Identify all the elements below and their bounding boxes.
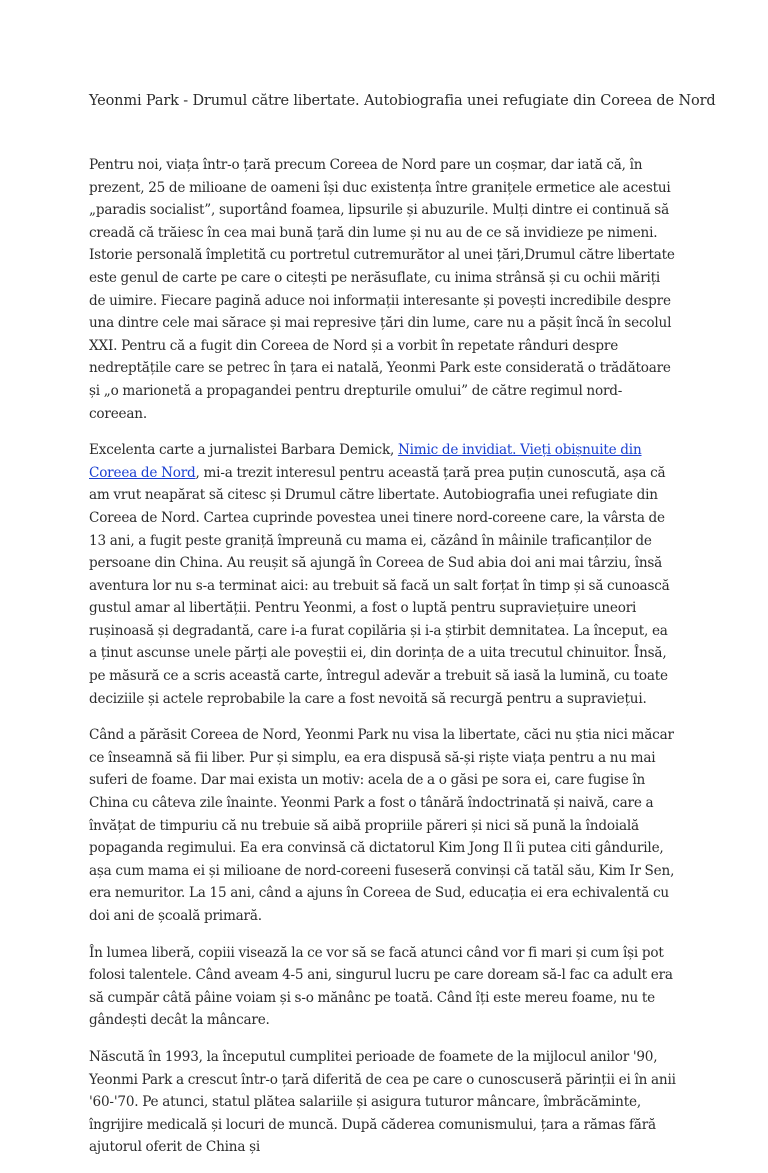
paragraph-born-1993: Născută în 1993, la începutul cumplitei perioade de foamete de la mijlocul anilor '90, Yeonmi Park a crescut într-o țară diferită de cea pe care o cunoscuseră părinții ei în anii '60-'70. Pe atunci, statul plătea salariile și asigura tuturor mâncare, îmbrăcăminte, îngrijire medicală și locuri de muncă. După căderea comunismului, țara a rămas fără ajutorul oferit de China și [89, 1048, 676, 1156]
document-title: Yeonmi Park - Drumul către libertate. Autobiografia unei refugiate din Coreea de Nord [89, 93, 716, 109]
paragraph-demick-lead: Excelenta carte a jurnalistei Barbara Demick, [89, 442, 398, 459]
paragraph-demick-body: , mi-a trezit interesul pentru această țară prea puțin cunoscută, așa că am vrut neapărat să citesc și Drumul către libertate. Autobiografia unei refugiate din Coreea de Nord. Cartea cuprinde povestea unei tinere nord-coreene care, la vârsta de 13 ani, a fugit peste graniță împreună cu mama ei, căzând în mâinile traficanților de persoane din China. Au reușit să ajungă în Coreea de Sud abia doi ani mai târziu, însă aventura lor nu s-a terminat aici: au trebuit să facă un salt forțat în timp și să cunoască gustul amar al libertății. Pentru Yeonmi, a fost o luptă pentru supraviețuire uneori rușinoasă și degradantă, care i-a furat copilăria și i-a știrbit demnitatea. La început, ea a ținut ascunse unele părți ale poveștii ei, din dorința de a uita trecutul chinuitor. Însă, pe măsură ce a scris această carte, întregul adevăr a trebuit să iasă la lumină, cu toate deciziile și actele reprobabile la care a fost nevoită să recurgă pentru a supraviețui. [89, 464, 670, 707]
paragraph-intro: Pentru noi, viața într-o țară precum Coreea de Nord pare un coșmar, dar iată că, în prezent, 25 de milioane de oameni își duc existența între granițele ermetice ale acestui „paradis socialist”, suportând foamea, lipsurile și abuzurile. Mulți dintre ei continuă să creadă că trăiesc în cea mai bună țară din lume și nu au de ce să invidieze pe nimeni. Istorie personală împletită cu portretul cutremurător al unei țări,Drumul către libertate este genul de carte pe care o citești pe nerăsuflate, cu inima strânsă și cu ochii măriți de uimire. Fiecare pagină aduce noi informații interesante și povești incredibile despre una dintre cele mai sărace și mai represive țări din lume, care nu a pășit încă în secolul XXI. Pentru că a fugit din Coreea de Nord și a vorbit în repetate rânduri despre nedreptățile care se petrec în țara ei natală, Yeonmi Park este considerată o trădătoare și „o marionetă a propagandei pentru drepturile omului” de către regimul nord-coreean. [89, 157, 675, 422]
paragraph-free-world: În lumea liberă, copiii visează la ce vor să se facă atunci când vor fi mari și cum își pot folosi talentele. Când aveam 4-5 ani, singurul lucru pe care doream să-l fac ca adult era să cumpăr câtă pâine voiam și s-o mănânc pe toată. Când îți este mereu foame, nu te gândești decât la mâncare. [89, 944, 673, 1029]
document-page [89, 90, 716, 1173]
paragraph-demick [89, 439, 679, 710]
paragraph-escape: Când a părăsit Coreea de Nord, Yeonmi Park nu visa la libertate, căci nu știa nici măcar ce înseamnă să fii liber. Pur și simplu, ea era dispusă să-și riște viața pentru a nu mai suferi de foame. Dar mai exista un motiv: acela de a o găsi pe sora ei, care fugise în China cu câteva zile înainte. Yeonmi Park a fost o tânără îndoctrinată și naivă, care a învățat de timpuriu că nu trebuie să aibă propriile păreri și nici să pună la îndoială popaganda regimului. Ea era convinsă că dictatorul Kim Jong Il îi putea citi gândurile, așa cum mama ei și milioane de nord-coreeni fuseseră convinși că tatăl său, Kim Ir Sen, era nemuritor. La 15 ani, când a ajuns în Coreea de Sud, educația ei era echivalentă cu doi ani de școală primară. [89, 727, 675, 924]
book-link-nimic-de-invidiat[interactable]: Nimic de invidiat. Vieți obișnuite din Coreea de Nord [89, 442, 642, 481]
